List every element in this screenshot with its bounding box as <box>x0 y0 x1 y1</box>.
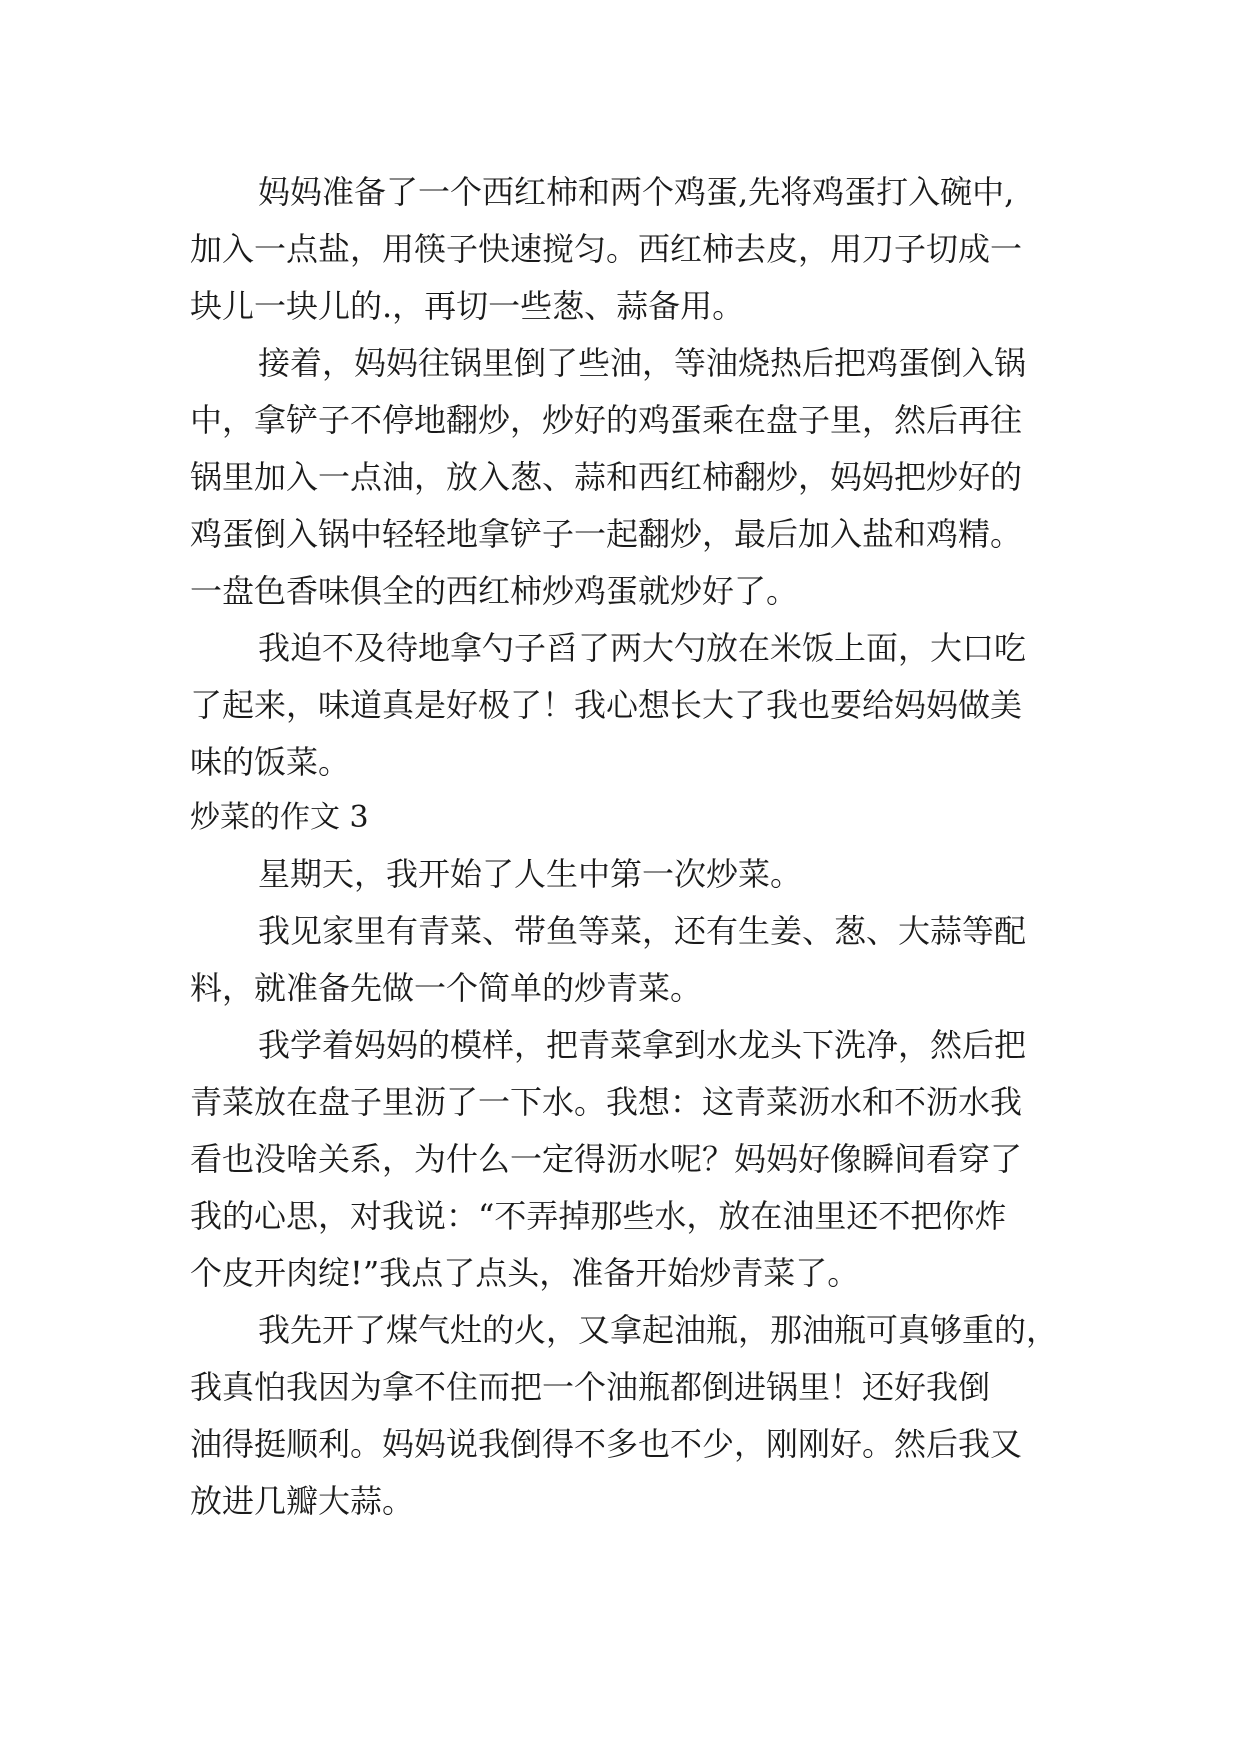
paragraph-line: 料，就准备先做一个简单的炒青菜。 <box>190 969 703 1007</box>
paragraph-line: 油得挺顺利。妈妈说我倒得不多也不少，刚刚好。然后我又 <box>190 1425 1023 1463</box>
paragraph-line: 味的饭菜。 <box>190 743 351 781</box>
paragraph-line: 星期天，我开始了人生中第一次炒菜。 <box>258 855 803 893</box>
paragraph-line: 鸡蛋倒入锅中轻轻地拿铲子一起翻炒，最后加入盐和鸡精。 <box>190 515 1023 553</box>
paragraph-line: 看也没啥关系，为什么一定得沥水呢？妈妈好像瞬间看穿了 <box>190 1140 1023 1178</box>
paragraph-line: 我的心思，对我说：“不弄掉那些水，放在油里还不把你炸 <box>190 1197 1007 1235</box>
paragraph-line: 青菜放在盘子里沥了一下水。我想：这青菜沥水和不沥水我 <box>190 1083 1023 1121</box>
paragraph-line: 块儿一块儿的.，再切一些葱、蒜备用。 <box>190 287 745 325</box>
paragraph-line: 妈妈准备了一个西红柿和两个鸡蛋,先将鸡蛋打入碗中, <box>258 173 1015 211</box>
paragraph-line: 放进几瓣大蒜。 <box>190 1482 415 1520</box>
section-heading: 炒菜的作文 3 <box>190 800 369 835</box>
paragraph-line: 我学着妈妈的模样，把青菜拿到水龙头下洗净，然后把 <box>258 1026 1027 1064</box>
paragraph-line: 我见家里有青菜、带鱼等菜，还有生姜、葱、大蒜等配 <box>258 912 1027 950</box>
paragraph-line: 一盘色香味俱全的西红柿炒鸡蛋就炒好了。 <box>190 572 799 610</box>
paragraph-line: 我真怕我因为拿不住而把一个油瓶都倒进锅里！还好我倒 <box>190 1368 991 1406</box>
paragraph-line: 中，拿铲子不停地翻炒，炒好的鸡蛋乘在盘子里，然后再往 <box>190 401 1023 439</box>
paragraph-line: 接着，妈妈往锅里倒了些油，等油烧热后把鸡蛋倒入锅 <box>258 344 1027 382</box>
paragraph-line: 我迫不及待地拿勺子舀了两大勺放在米饭上面，大口吃 <box>258 629 1027 667</box>
paragraph-line: 了起来，味道真是好极了！我心想长大了我也要给妈妈做美 <box>190 686 1023 724</box>
paragraph-line: 加入一点盐，用筷子快速搅匀。西红柿去皮，用刀子切成一 <box>190 230 1023 268</box>
paragraph-line: 个皮开肉绽!”我点了点头，准备开始炒青菜了。 <box>190 1254 860 1292</box>
paragraph-line: 我先开了煤气灶的火，又拿起油瓶，那油瓶可真够重的， <box>258 1311 1059 1349</box>
paragraph-line: 锅里加入一点油，放入葱、蒜和西红柿翻炒，妈妈把炒好的 <box>190 458 1023 496</box>
